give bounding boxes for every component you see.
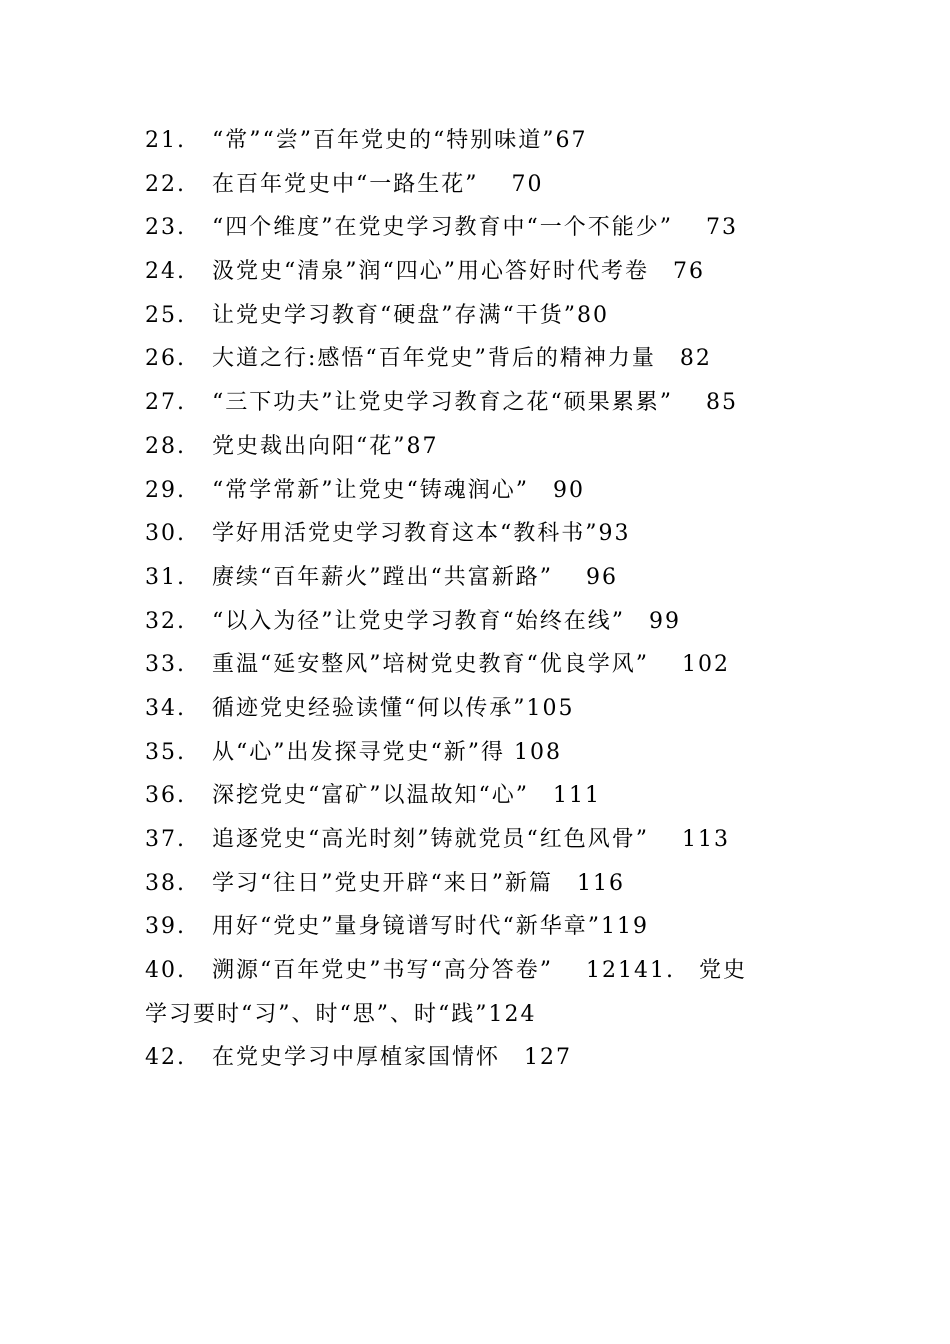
toc-entry-number: 26. xyxy=(145,346,186,372)
toc-entry-number: 29. xyxy=(145,477,186,503)
toc-entry-number: 33. xyxy=(145,652,186,678)
toc-entry-title: 让党史学习教育“硬盘”存满“干货”80 xyxy=(212,302,609,328)
toc-entry-title: 用好“党史”量身镜谱写时代“新华章”119 xyxy=(212,914,649,940)
toc-entry-number: 21. xyxy=(145,128,186,153)
toc-entry-title: “四个维度”在党史学习教育中“一个不能少” 73 xyxy=(212,215,738,241)
toc-entry-number: 30. xyxy=(145,521,186,547)
toc-entry-number: 36. xyxy=(145,783,186,809)
toc-entry-36[interactable] xyxy=(145,774,825,818)
toc-entry-26[interactable] xyxy=(145,337,825,381)
toc-entry-number: 22. xyxy=(145,171,186,197)
toc-entry-24[interactable] xyxy=(145,250,825,294)
toc-entry-title: 在党史学习中厚植家国情怀 127 xyxy=(212,1045,572,1071)
toc-entry-number: 38. xyxy=(145,870,186,896)
toc-entry-number: 27. xyxy=(145,390,186,416)
toc-entry-23[interactable] xyxy=(145,206,825,250)
toc-entry-number: 34. xyxy=(145,695,186,721)
toc-entry-40[interactable] xyxy=(145,949,825,993)
toc-entry-32[interactable] xyxy=(145,600,825,644)
toc-entry-38[interactable] xyxy=(145,862,825,906)
toc-entry-33[interactable] xyxy=(145,643,825,687)
toc-entry-39[interactable] xyxy=(145,905,825,949)
toc-entry-21[interactable] xyxy=(145,119,825,163)
toc-entry-29[interactable] xyxy=(145,469,825,513)
toc-entry-title: 学好用活党史学习教育这本“教科书”93 xyxy=(212,521,631,547)
toc-entry-number: 23. xyxy=(145,215,186,241)
table-of-contents xyxy=(145,119,825,1080)
toc-entry-number: 37. xyxy=(145,827,186,852)
toc-entry-title: “三下功夫”让党史学习教育之花“硕果累累” 85 xyxy=(212,390,738,416)
toc-entry-title: 循迹党史经验读懂“何以传承”105 xyxy=(212,695,575,721)
toc-entry-title: “以入为径”让党史学习教育“始终在线” 99 xyxy=(212,608,681,634)
toc-entry-title: 从“心”出发探寻党史“新”得 108 xyxy=(212,739,562,765)
toc-entry-title: 汲党史“清泉”润“四心”用心答好时代考卷 76 xyxy=(212,259,705,285)
toc-entry-25[interactable] xyxy=(145,294,825,338)
toc-entry-27[interactable] xyxy=(145,381,825,425)
toc-entry-35[interactable] xyxy=(145,731,825,775)
toc-entry-title: 深挖党史“富矿”以温故知“心” 111 xyxy=(212,783,601,809)
toc-entry-30[interactable] xyxy=(145,512,825,556)
toc-entry-number: 39. xyxy=(145,914,186,940)
toc-entry-number: 28. xyxy=(145,433,186,459)
toc-entry-number: 25. xyxy=(145,302,186,328)
toc-entry-title: 赓续“百年薪火”蹚出“共富新路” 96 xyxy=(212,564,618,590)
toc-entry-title: 学习“往日”党史开辟“来日”新篇 116 xyxy=(212,870,625,896)
toc-entry-37[interactable] xyxy=(145,818,825,862)
toc-entry-title: 党史裁出向阳“花”87 xyxy=(212,433,439,459)
toc-entry-number: 31. xyxy=(145,564,186,590)
toc-entry-number: 42. xyxy=(145,1045,186,1071)
toc-entry-title: 追逐党史“高光时刻”铸就党员“红色风骨” 113 xyxy=(212,827,730,852)
toc-entry-28[interactable] xyxy=(145,425,825,469)
toc-entry-number: 40. xyxy=(145,958,186,984)
toc-entry-number: 32. xyxy=(145,608,186,634)
toc-entry-title: 学习要时“习”、时“思”、时“践”124 xyxy=(145,1001,537,1027)
toc-entry-41-continuation[interactable] xyxy=(145,993,825,1037)
toc-entry-title: “常”“尝”百年党史的“特别味道”67 xyxy=(212,128,588,153)
toc-entry-title: 大道之行:感悟“百年党史”背后的精神力量 82 xyxy=(212,346,712,372)
toc-entry-number: 24. xyxy=(145,259,186,285)
toc-entry-title: 在百年党史中“一路生花” 70 xyxy=(212,171,544,197)
toc-entry-31[interactable] xyxy=(145,556,825,600)
toc-entry-number: 35. xyxy=(145,739,186,765)
toc-entry-22[interactable] xyxy=(145,163,825,207)
toc-entry-42[interactable] xyxy=(145,1036,825,1080)
toc-entry-34[interactable] xyxy=(145,687,825,731)
toc-entry-title: 重温“延安整风”培树党史教育“优良学风” 102 xyxy=(212,652,730,678)
toc-entry-title: 溯源“百年党史”书写“高分答卷” 12141. 党史 xyxy=(212,958,747,984)
toc-entry-title: “常学常新”让党史“铸魂润心” 90 xyxy=(212,477,585,503)
